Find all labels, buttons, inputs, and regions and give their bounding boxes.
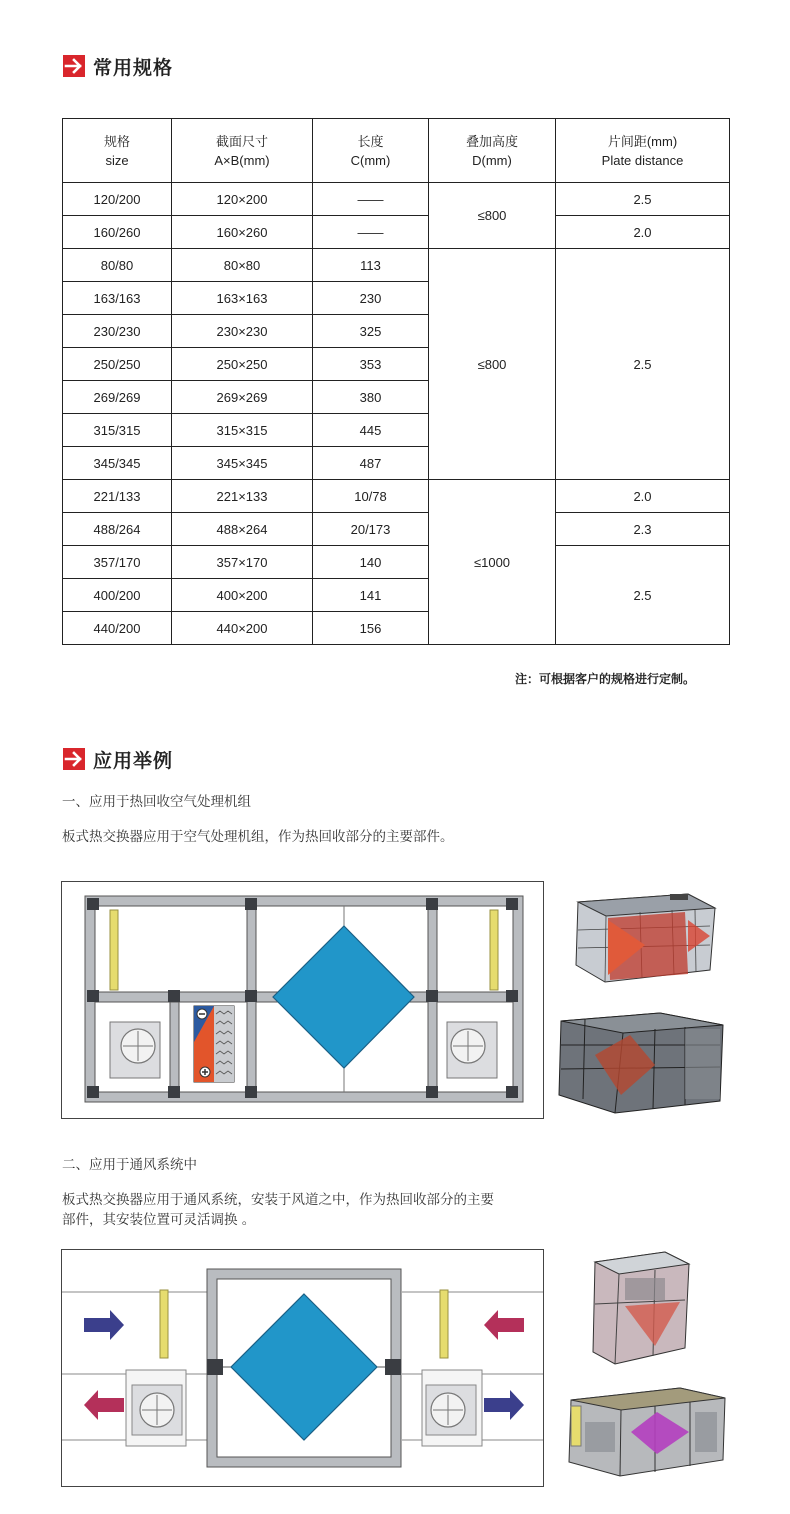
header-section: 截面尺寸 A×B(mm) [172,119,313,183]
plate-distance-cell: 2.5 [556,183,730,216]
table-cell: 440×200 [172,612,313,645]
table-cell: 380 [313,381,429,414]
table-cell: 160×260 [172,216,313,249]
table-cell: 445 [313,414,429,447]
table-cell: 269×269 [172,381,313,414]
spec-table [62,118,730,645]
table-row [63,513,730,546]
ahu-render-top [560,890,725,990]
section-header-applications [63,746,173,772]
app2-heading: 二、应用于通风系统中 [62,1157,197,1173]
table-cell: 269/269 [63,381,172,414]
plate-distance-cell: 2.0 [556,480,730,513]
plate-distance-cell: 2.5 [556,249,730,480]
table-row [63,216,730,249]
table-cell: 156 [313,612,429,645]
stack-height-cell: ≤800 [429,249,556,480]
table-cell: 230/230 [63,315,172,348]
table-cell: 488/264 [63,513,172,546]
table-cell: 80/80 [63,249,172,282]
table-header-row [63,119,730,183]
table-cell: 113 [313,249,429,282]
ahu-schematic [61,881,544,1119]
plate-distance-cell: 2.3 [556,513,730,546]
section-title: 应用举例 [93,749,174,772]
table-note: 注：可根据客户的规格进行定制。 [514,672,695,686]
table-cell: 140 [313,546,429,579]
stack-height-cell: ≤1000 [429,480,556,645]
section-header-specs [63,53,173,79]
table-cell: —— [313,183,429,216]
plate-distance-cell: 2.5 [556,546,730,645]
table-cell: 120/200 [63,183,172,216]
table-cell: 357/170 [63,546,172,579]
table-cell: 221/133 [63,480,172,513]
vent-render-bottom [565,1382,730,1482]
table-cell: 400×200 [172,579,313,612]
table-cell: 10/78 [313,480,429,513]
table-cell: 487 [313,447,429,480]
vent-render-top [585,1248,695,1370]
header-stack-height: 叠加高度 D(mm) [429,119,556,183]
app1-text: 板式热交换器应用于空气处理机组，作为热回收部分的主要部件。 [62,829,454,845]
table-row [63,183,730,216]
table-cell: 160/260 [63,216,172,249]
table-cell: 221×133 [172,480,313,513]
app2-text-line1: 板式热交换器应用于通风系统，安装于风道之中，作为热回收部分的主要 [62,1192,494,1208]
header-length: 长度 C(mm) [313,119,429,183]
arrow-right-icon [63,748,85,770]
ahu-render-bottom [555,1005,730,1117]
arrow-right-icon [63,55,85,77]
table-cell: 120×200 [172,183,313,216]
table-cell: 20/173 [313,513,429,546]
table-cell: 488×264 [172,513,313,546]
table-cell: 325 [313,315,429,348]
app1-heading: 一、应用于热回收空气处理机组 [62,794,251,810]
table-cell: 315/315 [63,414,172,447]
table-cell: 163/163 [63,282,172,315]
table-cell: 230×230 [172,315,313,348]
table-cell: 400/200 [63,579,172,612]
table-cell: —— [313,216,429,249]
table-cell: 80×80 [172,249,313,282]
table-row [63,546,730,579]
table-cell: 357×170 [172,546,313,579]
header-size: 规格 size [63,119,172,183]
table-cell: 230 [313,282,429,315]
section-title: 常用规格 [93,56,174,79]
ventilation-schematic [61,1249,544,1487]
table-cell: 250×250 [172,348,313,381]
header-plate-distance: 片间距(mm) Plate distance [556,119,730,183]
table-cell: 141 [313,579,429,612]
table-cell: 440/200 [63,612,172,645]
table-cell: 250/250 [63,348,172,381]
stack-height-cell: ≤800 [429,183,556,249]
table-cell: 163×163 [172,282,313,315]
table-row [63,249,730,282]
app2-text-line2: 部件，其安装位置可灵活调换 。 [62,1212,256,1228]
table-cell: 315×315 [172,414,313,447]
table-row [63,480,730,513]
table-cell: 345×345 [172,447,313,480]
table-cell: 345/345 [63,447,172,480]
plate-distance-cell: 2.0 [556,216,730,249]
table-cell: 353 [313,348,429,381]
